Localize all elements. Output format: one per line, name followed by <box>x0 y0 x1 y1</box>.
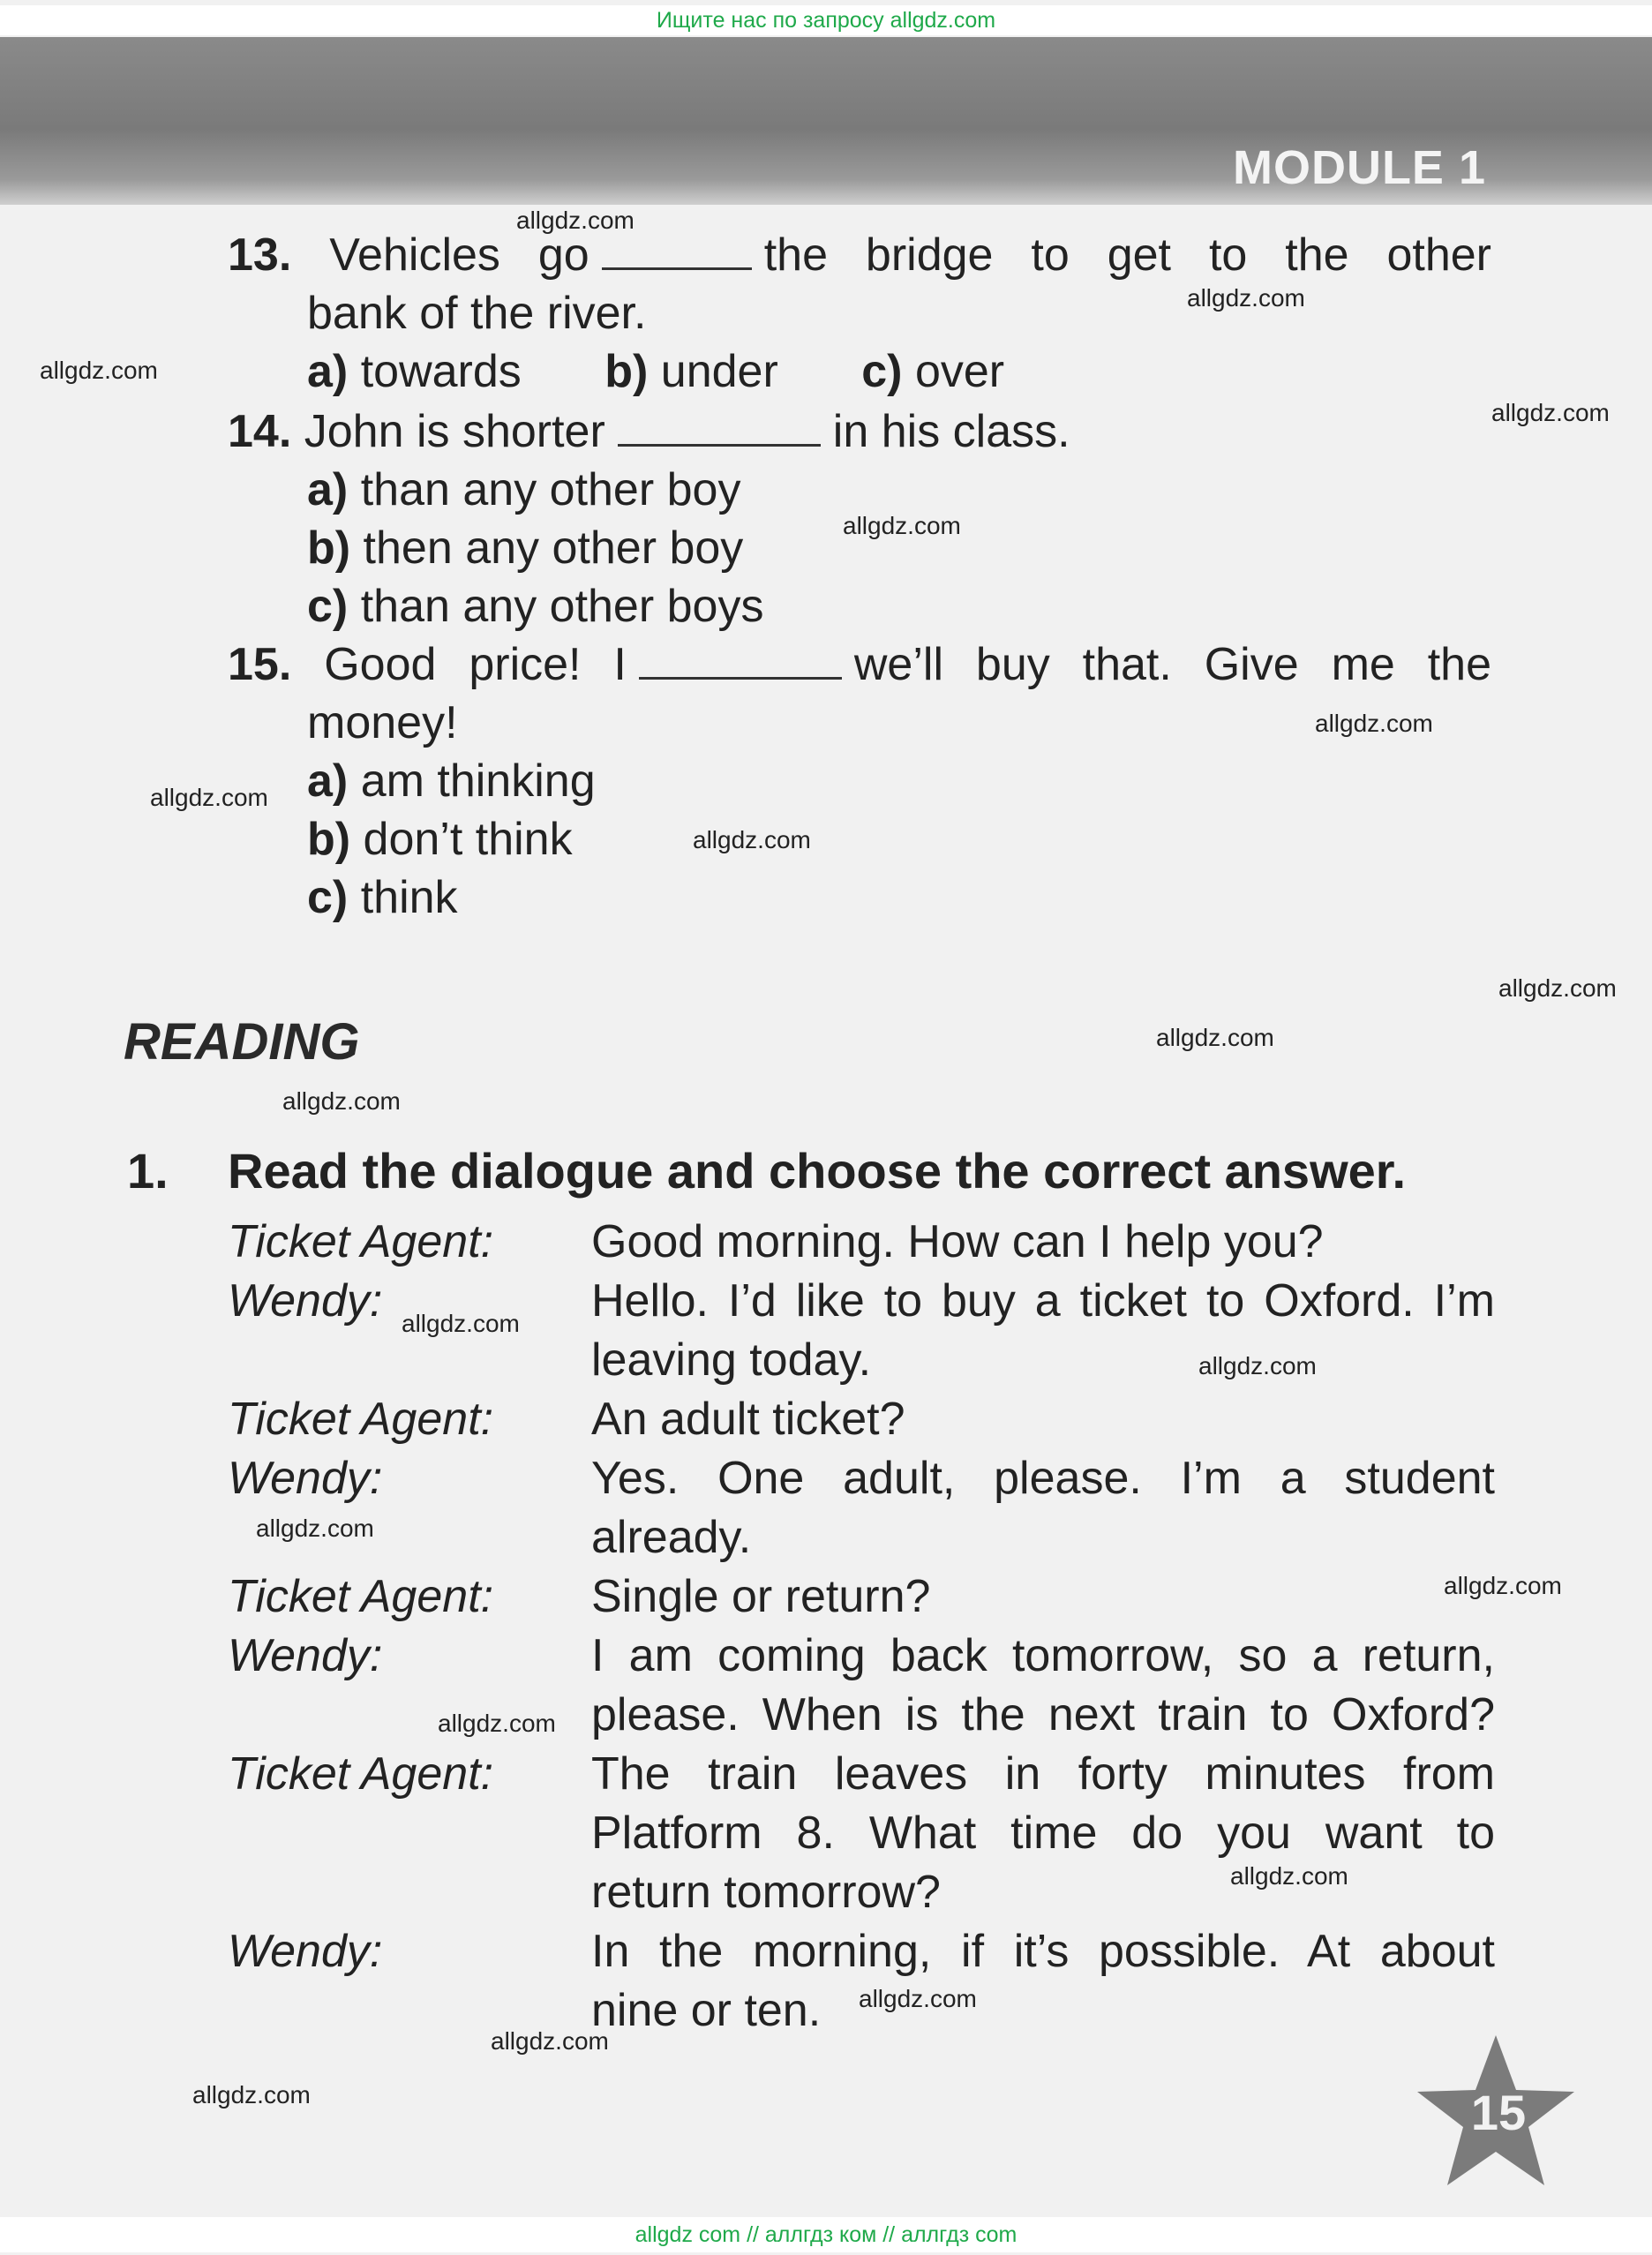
q15-blank <box>639 638 842 680</box>
dialogue-line: Hello. I’d like to buy a ticket to Oxford. I’m <box>591 1275 1495 1327</box>
dialogue-line: I am coming back tomorrow, so a return, <box>591 1630 1495 1681</box>
q13-blank <box>602 229 752 270</box>
watermark: allgdz.com <box>1156 1024 1274 1051</box>
q14-option-b-label: b) <box>307 522 351 574</box>
dialogue-speaker: Wendy: <box>228 1453 383 1504</box>
watermark: allgdz.com <box>1444 1572 1562 1599</box>
watermark: allgdz.com <box>1491 399 1610 426</box>
q15-option-c-row <box>307 870 458 925</box>
dialogue-speaker: Wendy: <box>228 1275 383 1327</box>
dialogue-speaker: Ticket Agent: <box>228 1394 494 1445</box>
q14-option-b-row <box>307 521 743 575</box>
section-heading: READING <box>124 1013 360 1071</box>
dialogue-line: Good morning. How can I help you? <box>591 1216 1324 1267</box>
q14-option-a-row <box>307 462 740 517</box>
watermark: allgdz.com <box>192 2081 311 2108</box>
q14-text-b: in his class. <box>832 406 1070 457</box>
q14-option-b: then any other boy <box>363 522 744 574</box>
q13-option-a: towards <box>360 346 522 397</box>
dialogue-speaker: Ticket Agent: <box>228 1216 494 1267</box>
dialogue-line: Single or return? <box>591 1571 931 1622</box>
q13-option-b-label: b) <box>604 346 649 397</box>
dialogue-line: already. <box>591 1512 752 1563</box>
q14-option-a-label: a) <box>307 464 349 515</box>
q15-text-b: we’ll buy that. Give me the <box>853 639 1491 690</box>
q15-option-b-row <box>307 812 573 867</box>
dialogue-speaker: Wendy: <box>228 1630 383 1681</box>
q14-option-c-row <box>307 579 763 634</box>
dialogue-line: An adult ticket? <box>591 1394 905 1445</box>
dialogue-line: The train leaves in forty minutes from <box>591 1748 1495 1800</box>
q15-option-a-row <box>307 754 596 808</box>
watermark: allgdz.com <box>1498 974 1617 1002</box>
page-number: 15 <box>1470 2085 1527 2140</box>
watermark: allgdz.com <box>1187 284 1305 312</box>
q15-option-c: think <box>360 872 458 923</box>
watermark: allgdz.com <box>150 784 268 811</box>
q15-option-c-label: c) <box>307 872 349 923</box>
watermark: allgdz.com <box>843 512 961 539</box>
dialogue-speaker: Ticket Agent: <box>228 1748 494 1800</box>
q14-line1 <box>228 404 1070 459</box>
watermark: allgdz.com <box>491 2027 609 2055</box>
task-instruction: Read the dialogue and choose the correct answer. <box>228 1143 1407 1199</box>
q15-text-a: Good price! I <box>324 639 627 690</box>
q13-option-c: over <box>914 346 1005 397</box>
q14-option-c-label: c) <box>307 581 349 632</box>
watermark: allgdz.com <box>859 1985 977 2012</box>
q13-option-a-label: a) <box>307 346 349 397</box>
task-number: 1. <box>127 1143 169 1199</box>
watermark: allgdz.com <box>1315 710 1433 737</box>
q15-option-b-label: b) <box>307 814 351 865</box>
q14-number: 14. <box>228 406 292 457</box>
dialogue-line: nine or ten. <box>591 1985 822 2036</box>
q13-option-c-label: c) <box>861 346 903 397</box>
watermark: allgdz.com <box>1230 1862 1348 1890</box>
dialogue-line: please. When is the next train to Oxford? <box>591 1689 1495 1740</box>
q14-text-a: John is shorter <box>304 406 605 457</box>
q13-options <box>307 344 1004 399</box>
q14-option-c: than any other boys <box>360 581 764 632</box>
watermark: allgdz.com <box>1198 1352 1317 1379</box>
q13-number: 13. <box>228 229 292 281</box>
q14-blank <box>618 405 821 447</box>
watermark: allgdz.com <box>402 1310 520 1337</box>
dialogue-line: leaving today. <box>591 1334 872 1386</box>
watermark: allgdz.com <box>693 826 811 853</box>
q13-text-a: Vehicles go <box>329 229 589 281</box>
dialogue-line: In the morning, if it’s possible. At about <box>591 1926 1495 1977</box>
q13-line1 <box>228 228 1491 282</box>
watermark: allgdz.com <box>256 1515 374 1542</box>
q15-line1 <box>228 637 1491 692</box>
top-note: Ищите нас по запросу allgdz.com <box>0 5 1652 35</box>
q14-option-a: than any other boy <box>360 464 741 515</box>
q13-text-b: the bridge to get to the other <box>763 229 1491 281</box>
q15-option-a: am thinking <box>360 755 596 807</box>
bottom-note: allgdz com // аллгдз ком // аллгдз com <box>0 2217 1652 2252</box>
watermark: allgdz.com <box>516 207 635 234</box>
q15-option-a-label: a) <box>307 755 349 807</box>
module-title: MODULE 1 <box>1232 141 1486 194</box>
watermark: allgdz.com <box>438 1710 556 1737</box>
q15-line2: money! <box>307 697 458 748</box>
q15-number: 15. <box>228 639 292 690</box>
watermark: allgdz.com <box>40 357 158 384</box>
dialogue-speaker: Wendy: <box>228 1926 383 1977</box>
watermark: allgdz.com <box>282 1087 401 1115</box>
dialogue-line: return tomorrow? <box>591 1867 941 1918</box>
q13-line2: bank of the river. <box>307 288 647 339</box>
q15-option-b: don’t think <box>363 814 573 865</box>
q13-option-b: under <box>660 346 778 397</box>
dialogue-line: Yes. One adult, please. I’m a student <box>591 1453 1495 1504</box>
dialogue-line: Platform 8. What time do you want to <box>591 1808 1495 1859</box>
dialogue-speaker: Ticket Agent: <box>228 1571 494 1622</box>
